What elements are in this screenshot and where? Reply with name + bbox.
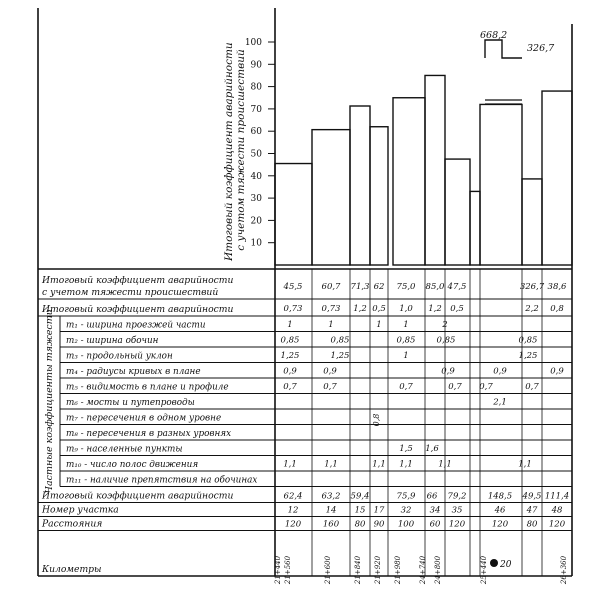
cell-value: 1 bbox=[287, 320, 293, 330]
cell-value: 32 bbox=[400, 505, 412, 516]
cell-value: 0,7 bbox=[479, 382, 493, 392]
cell-value: 80 bbox=[526, 519, 538, 530]
y-tick-label: 50 bbox=[250, 149, 262, 160]
partial-group-label: Частные коэффициенты тяжести bbox=[44, 309, 55, 494]
y-tick-label: 80 bbox=[250, 82, 262, 93]
annotation-326: 326,7 bbox=[527, 43, 555, 54]
cell-value: 26+360 bbox=[560, 555, 568, 585]
row-label: Итоговый коэффициент аварийности bbox=[42, 304, 234, 315]
cell-value: 60 bbox=[429, 519, 441, 530]
bar bbox=[275, 164, 312, 265]
cell-value: 0,9 bbox=[283, 366, 297, 377]
cell-value: 75,0 bbox=[396, 282, 416, 292]
y-tick-label: 30 bbox=[250, 194, 262, 205]
cell-value: 326,7 bbox=[519, 282, 545, 292]
cell-value: 75,9 bbox=[396, 491, 416, 502]
cell-value: 21+440 bbox=[274, 555, 282, 585]
cell-value: 0,85 bbox=[518, 335, 538, 346]
row-label: m₄ - радиусы кривых в плане bbox=[66, 367, 201, 377]
cell-value: 21+920 bbox=[374, 555, 382, 585]
cell-value: 1,1 bbox=[283, 459, 297, 470]
cell-value: 1,1 bbox=[518, 459, 532, 470]
cell-value: 1 bbox=[328, 320, 334, 330]
bar bbox=[542, 91, 572, 265]
cell-value: 120 bbox=[448, 519, 466, 530]
cell-value: 38,6 bbox=[547, 282, 567, 292]
cell-value: 24+740 bbox=[419, 555, 427, 585]
cell-value: 1,1 bbox=[324, 459, 338, 470]
bar bbox=[522, 179, 542, 265]
cell-value: 45,5 bbox=[283, 282, 303, 292]
cell-value: 0,9 bbox=[550, 366, 564, 377]
cell-value: 0,9 bbox=[493, 366, 507, 377]
bar bbox=[445, 159, 470, 265]
y-axis bbox=[245, 38, 275, 249]
cell-value: 0,9 bbox=[323, 366, 337, 377]
cell-value: 24+800 bbox=[434, 555, 442, 585]
cell-value: 1 bbox=[403, 320, 409, 330]
cell-value: 46 bbox=[494, 505, 506, 516]
cell-value: 0,85 bbox=[396, 335, 416, 346]
cell-value: 1,25 bbox=[518, 351, 538, 361]
cell-value: 34 bbox=[429, 505, 441, 516]
cell-value: 0,7 bbox=[283, 382, 297, 392]
y-tick-label: 90 bbox=[250, 60, 262, 71]
cell-value: 1,1 bbox=[372, 459, 386, 470]
row-label: m₂ - ширина обочин bbox=[66, 336, 159, 346]
cell-value: 0,85 bbox=[330, 335, 350, 346]
y-tick-label: 100 bbox=[244, 38, 262, 48]
cell-value: 79,2 bbox=[447, 491, 467, 502]
bar bbox=[425, 75, 445, 265]
row-label: m₅ - видимость в плане и профиле bbox=[66, 382, 229, 393]
cell-value: 12 bbox=[287, 505, 299, 516]
y-tick-label: 20 bbox=[250, 216, 262, 227]
bar bbox=[350, 106, 370, 265]
row-label: Итоговый коэффициент аварийности bbox=[42, 490, 234, 502]
cell-value: 0,5 bbox=[372, 304, 386, 314]
cell-value: 1,2 bbox=[353, 304, 367, 314]
bar bbox=[480, 104, 522, 265]
cell-value: 0,8 bbox=[372, 413, 381, 427]
cell-value: 15 bbox=[354, 505, 366, 516]
bar bbox=[370, 127, 388, 265]
cell-value: 2,2 bbox=[525, 304, 539, 314]
cell-value: 0,5 bbox=[450, 304, 464, 314]
cell-value: 62,4 bbox=[283, 491, 303, 502]
cell-value: 1 bbox=[376, 320, 382, 330]
cell-value: 120 bbox=[548, 519, 566, 530]
row-label: m₇ - пересечения в одном уровне bbox=[66, 413, 222, 424]
table-row-labels bbox=[38, 269, 572, 576]
cell-value: 2 bbox=[442, 320, 448, 330]
cell-value: 0,7 bbox=[323, 382, 337, 392]
y-tick-label: 40 bbox=[250, 171, 262, 182]
cell-value: 0,73 bbox=[283, 304, 303, 314]
cell-value: 71,3 bbox=[350, 282, 370, 292]
cell-value: 21+600 bbox=[324, 555, 332, 585]
cell-value: 1,25 bbox=[280, 351, 300, 361]
cell-value: 1,1 bbox=[438, 459, 452, 470]
row-label: m₉ - населенные пункты bbox=[66, 444, 183, 455]
cell-value: 21+560 bbox=[284, 555, 292, 585]
cell-value: 1 bbox=[403, 351, 409, 361]
cell-value: 0,7 bbox=[448, 382, 462, 392]
cell-value: 21+980 bbox=[394, 555, 402, 585]
row-label: Номер участка bbox=[42, 504, 119, 516]
row-label: m₁₁ - наличие препятствия на обочинах bbox=[66, 475, 258, 486]
bars bbox=[275, 40, 572, 265]
bar bbox=[393, 98, 425, 265]
y-tick-label: 60 bbox=[250, 127, 262, 138]
axis-break bbox=[485, 100, 522, 104]
cell-value: 0,8 bbox=[550, 304, 564, 314]
cell-value: 0,9 bbox=[441, 366, 455, 377]
y-tick-label: 70 bbox=[250, 104, 262, 115]
cell-value: 80 bbox=[354, 519, 366, 530]
row-label: m₈ - пересечения в разных уровнях bbox=[66, 429, 232, 439]
cell-value: 25+440 bbox=[480, 555, 488, 585]
cell-value: 63,2 bbox=[321, 491, 341, 502]
cell-value: 17 bbox=[373, 505, 385, 516]
cell-value: 0,85 bbox=[436, 335, 456, 346]
cell-value: 49,5 bbox=[522, 491, 542, 502]
annotation-668: 668,2 bbox=[480, 30, 508, 41]
cell-value: 1,1 bbox=[399, 459, 413, 470]
cell-value: 100 bbox=[397, 519, 415, 530]
km-mark-dot bbox=[490, 559, 498, 567]
cell-value: 0,85 bbox=[280, 335, 300, 346]
cell-value: 90 bbox=[373, 519, 385, 530]
chart-title-line1: Итоговый коэффициент аварийности bbox=[223, 42, 235, 262]
cell-value: 59,4 bbox=[350, 491, 370, 502]
row-label: m₃ - продольный уклон bbox=[66, 351, 173, 362]
cell-value: 48 bbox=[551, 505, 563, 516]
cell-value: 0,7 bbox=[525, 382, 539, 392]
cell-value: 66 bbox=[426, 491, 438, 502]
cell-value: 160 bbox=[322, 519, 340, 530]
cell-value: 148,5 bbox=[487, 491, 513, 502]
cell-value: 0,73 bbox=[321, 304, 341, 314]
cell-value: 120 bbox=[491, 519, 509, 530]
chart-title bbox=[223, 39, 247, 262]
cell-value: 60,7 bbox=[321, 282, 341, 292]
cell-value: 21+840 bbox=[354, 555, 362, 585]
cell-value: 2,1 bbox=[493, 397, 507, 408]
cell-value: 0,7 bbox=[399, 382, 413, 392]
cell-value: 1,25 bbox=[330, 351, 350, 361]
y-tick-label: 10 bbox=[250, 238, 262, 249]
row-label: Километры bbox=[42, 564, 102, 575]
cell-value: 1,6 bbox=[425, 444, 439, 454]
row-label: m₁ - ширина проезжей части bbox=[66, 320, 206, 331]
cell-value: 85,0 bbox=[425, 282, 445, 292]
row-label: Расстояния bbox=[42, 518, 103, 530]
cell-value: 14 bbox=[325, 505, 337, 516]
row-label: m₁₀ - число полос движения bbox=[66, 460, 199, 470]
cell-value: 47,5 bbox=[447, 282, 467, 292]
table-values bbox=[274, 282, 569, 585]
bar-overflow bbox=[485, 40, 522, 58]
cell-value: 1,5 bbox=[399, 444, 413, 454]
bar bbox=[470, 191, 480, 265]
bar bbox=[312, 130, 350, 265]
cell-value: 1,2 bbox=[428, 304, 442, 314]
km-mark-label: 20 bbox=[500, 560, 512, 570]
cell-value: 1,0 bbox=[399, 304, 413, 314]
cell-value: 111,4 bbox=[544, 491, 570, 502]
row-label: m₆ - мосты и путепроводы bbox=[66, 398, 195, 408]
cell-value: 62 bbox=[373, 282, 385, 292]
cell-value: 120 bbox=[284, 519, 302, 530]
cell-value: 35 bbox=[451, 505, 463, 516]
chart-title-line2: с учетом тяжести происшествий bbox=[235, 49, 247, 251]
row-label: Итоговый коэффициент аварийности с учетом тяжести происшествий bbox=[42, 275, 234, 298]
cell-value: 47 bbox=[526, 505, 538, 516]
